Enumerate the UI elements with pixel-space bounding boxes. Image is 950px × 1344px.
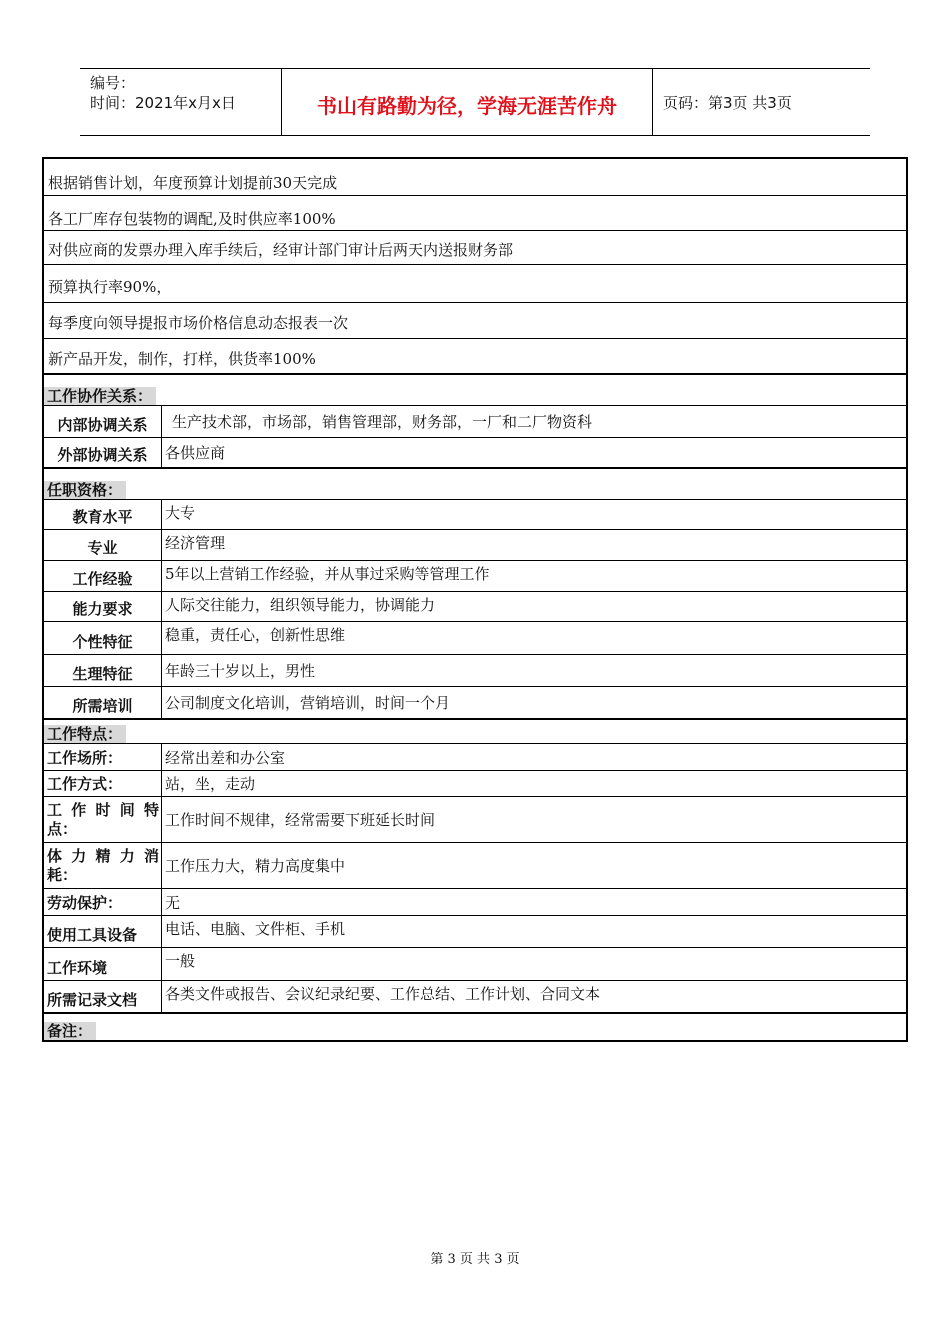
work-mode-row [44,770,906,796]
work-time-label-line1: 工作时间特 [47,800,159,819]
energy-label-line1: 体力精力消 [47,846,159,865]
documents-label: 所需记录文档 [44,981,162,1012]
qualification-value: 经济管理 [165,534,226,552]
section-features [44,718,906,743]
qualification-value: 年龄三十岁以上，男性 [165,662,316,680]
section-title: 任职资格： [44,481,126,499]
qualification-row [44,560,906,591]
work-mode-value: 站，坐，走动 [165,775,256,793]
section-title: 工作协作关系： [44,387,156,405]
qualification-label: 所需培训 [44,687,162,718]
qualification-value: 公司制度文化培训，营销培训，时间一个月 [165,694,451,712]
qualification-row [44,529,906,560]
work-place-value: 经常出差和办公室 [165,748,286,767]
qualification-value: 大专 [165,504,196,522]
work-place-label: 工作场所： [44,744,162,770]
goal-row [44,302,906,338]
qualification-row [44,686,906,718]
section-remarks [44,1012,906,1040]
section-title: 工作特点： [44,725,126,743]
external-value: 各供应商 [165,444,226,462]
work-place-row [44,743,906,770]
internal-label: 内部协调关系 [44,406,162,437]
goal-row [44,338,906,373]
section-title: 备注： [44,1022,96,1040]
goal-row [44,195,906,230]
energy-label [44,843,162,888]
external-label: 外部协调关系 [44,438,162,467]
job-description-table [42,157,908,1042]
qualification-value: 稳重，责任心，创新性思维 [165,626,346,644]
goal-row [44,264,906,302]
qualification-label: 工作经验 [44,561,162,591]
qualification-value: 人际交往能力，组织领导能力，协调能力 [165,596,436,614]
qualification-row [44,591,906,621]
work-mode-label: 工作方式： [44,771,162,796]
motto: 书山有路勤为径，学海无涯苦作舟 [281,69,653,135]
energy-label-line2: 耗： [47,865,78,884]
page-label: 页码：第3页 共3页 [663,93,792,112]
internal-value: 生产技术部，市场部，销售管理部，财务部，一厂和二厂物资科 [172,413,593,431]
protection-row [44,888,906,915]
section-qualification [44,467,906,499]
energy-value: 工作压力大，精力高度集中 [165,857,346,875]
environment-row [44,947,906,980]
qualification-value: 5年以上营销工作经验，并从事过采购等管理工作 [165,565,490,583]
qualification-label: 专业 [44,530,162,560]
work-time-row [44,796,906,842]
tools-label: 使用工具设备 [44,916,162,947]
work-time-label-line2: 点： [47,819,78,838]
qualification-row [44,654,906,686]
protection-label: 劳动保护： [44,889,162,915]
header-meta [80,69,281,135]
qualification-label: 生理特征 [44,655,162,686]
work-time-value: 工作时间不规律，经常需要下班延长时间 [165,811,436,829]
goal-row [44,230,906,264]
documents-row [44,980,906,1012]
tools-row [44,915,906,947]
goal-row [44,159,906,195]
work-time-label [44,797,162,842]
environment-label: 工作环境 [44,948,162,980]
internal-coordination-row [44,405,906,437]
qualification-row [44,621,906,654]
qualification-label: 能力要求 [44,592,162,621]
goal-text: 新产品开发，制作，打样，供货率100% [48,349,316,368]
qualification-label: 教育水平 [44,500,162,529]
qualification-label: 个性特征 [44,622,162,654]
goal-text: 各工厂库存包装物的调配,及时供应率100% [48,209,336,228]
number-label: 编号： [90,74,136,92]
external-coordination-row [44,437,906,467]
page-header [80,68,870,136]
goal-text: 每季度向领导提报市场价格信息动态报表一次 [48,314,349,332]
documents-value: 各类文件或报告、会议纪录纪要、工作总结、工作计划、合同文本 [165,985,601,1003]
goal-text: 对供应商的发票办理入库手续后，经审计部门审计后两天内送报财务部 [48,241,514,259]
time-label: 时间：2021年x月x日 [90,94,236,112]
protection-value: 无 [165,893,181,912]
goal-text: 根据销售计划，年度预算计划提前30天完成 [48,173,338,192]
qualification-row [44,499,906,529]
page-footer: 第 3 页 共 3 页 [430,1252,520,1267]
section-cooperation [44,373,906,405]
environment-value: 一般 [165,952,196,970]
energy-row [44,842,906,888]
tools-value: 电话、电脑、文件柜、手机 [165,920,346,938]
goal-text: 预算执行率90%， [48,278,172,296]
